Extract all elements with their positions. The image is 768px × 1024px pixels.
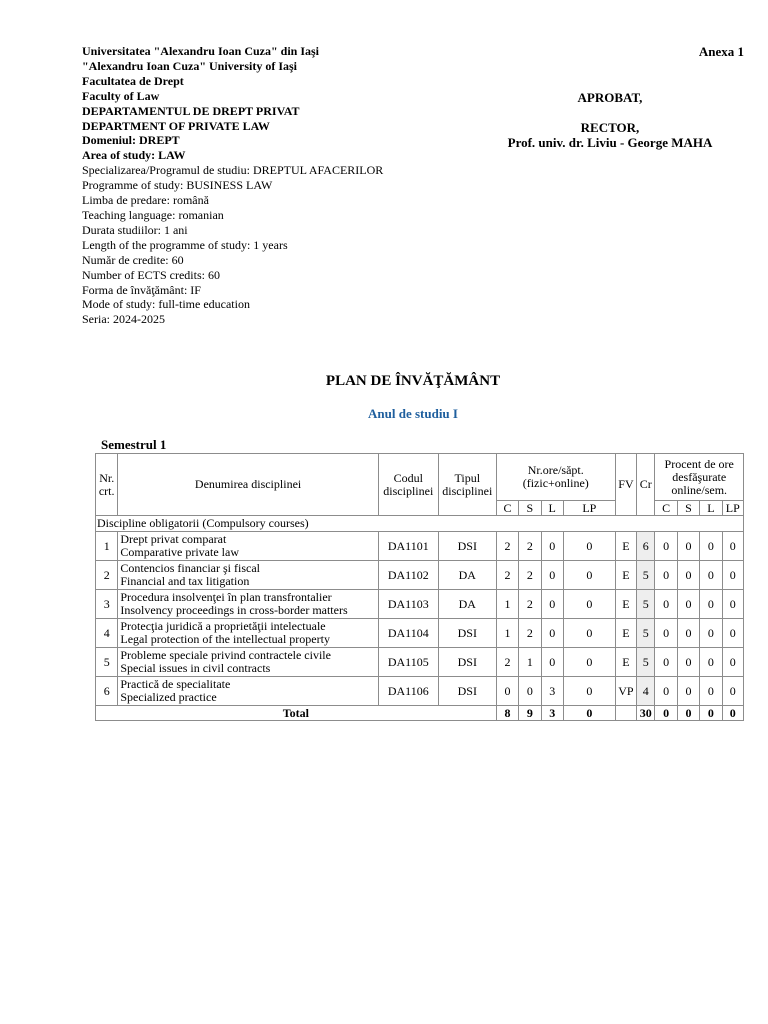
col-header-fv: FV: [615, 454, 636, 516]
hours-l: 0: [541, 648, 563, 677]
hours-c: 2: [496, 648, 518, 677]
course-name-en: Comparative private law: [120, 545, 239, 559]
course-name-ro: Probleme speciale privind contractele civile: [120, 647, 331, 662]
section-compulsory-courses: Discipline obligatorii (Compulsory courses): [96, 516, 744, 532]
hours-lp: 0: [563, 648, 615, 677]
online-percent-l: 0: [700, 532, 722, 561]
evaluation-form: E: [615, 561, 636, 590]
total-hours-lp: 0: [563, 706, 615, 721]
credits: 5: [637, 648, 655, 677]
credits: 5: [637, 590, 655, 619]
course-name: [118, 677, 378, 706]
table-row: [96, 677, 744, 706]
col-header-name: Denumirea disciplinei: [118, 454, 378, 516]
online-percent-lp: 0: [722, 648, 743, 677]
hours-l: 0: [541, 619, 563, 648]
sub-header-percent-s: S: [677, 501, 699, 516]
table-row: [96, 590, 744, 619]
header-line: Durata studiilor: 1 ani: [82, 222, 188, 237]
online-percent-lp: 0: [722, 561, 743, 590]
hours-lp: 0: [563, 561, 615, 590]
total-hours-s: 9: [519, 706, 541, 721]
course-name-ro: Procedura insolvenţei în plan transfrontalier: [120, 589, 332, 604]
course-name-ro: Contencios financiar şi fiscal: [120, 560, 260, 575]
online-percent-s: 0: [677, 590, 699, 619]
online-percent-s: 0: [677, 561, 699, 590]
table-row: [96, 561, 744, 590]
plan-title: PLAN DE ÎNVĂŢĂMÂNT: [325, 373, 501, 389]
course-name-en: Specialized practice: [120, 690, 217, 704]
hours-l: 0: [541, 590, 563, 619]
course-name-en: Insolvency proceedings in cross-border matters: [120, 603, 348, 617]
hours-s: 1: [519, 648, 541, 677]
col-header-nr: Nr. crt.: [96, 454, 118, 516]
hours-lp: 0: [563, 590, 615, 619]
online-percent-l: 0: [700, 619, 722, 648]
online-percent-c: 0: [655, 648, 677, 677]
evaluation-form: E: [615, 619, 636, 648]
col-header-type: Tipul disciplinei: [438, 454, 496, 516]
course-name: [118, 532, 378, 561]
online-percent-s: 0: [677, 619, 699, 648]
hours-s: 2: [519, 561, 541, 590]
hours-l: 0: [541, 561, 563, 590]
online-percent-s: 0: [677, 677, 699, 706]
total-row: [96, 706, 744, 721]
evaluation-form: E: [615, 590, 636, 619]
course-type: DSI: [438, 619, 496, 648]
evaluation-form: E: [615, 532, 636, 561]
course-name-en: Financial and tax litigation: [120, 574, 250, 588]
hours-c: 1: [496, 590, 518, 619]
hours-c: 2: [496, 532, 518, 561]
row-nr: 1: [96, 532, 118, 561]
credits: 4: [637, 677, 655, 706]
credits: 5: [637, 561, 655, 590]
curriculum-table: [95, 453, 744, 721]
header-line: Programme of study: BUSINESS LAW: [82, 178, 273, 193]
institution-header: [82, 44, 502, 327]
header-line: "Alexandru Ioan Cuza" University of Iaşi: [82, 58, 298, 73]
course-name: [118, 590, 378, 619]
header-line: DEPARTMENT OF PRIVATE LAW: [82, 118, 270, 133]
rector-label: RECTOR,: [580, 120, 640, 135]
online-percent-lp: 0: [722, 619, 743, 648]
course-code: DA1105: [378, 648, 438, 677]
header-line: Facultatea de Drept: [82, 73, 184, 88]
credits: 5: [637, 619, 655, 648]
header-line: Number of ECTS credits: 60: [82, 267, 220, 282]
course-type: DSI: [438, 532, 496, 561]
sub-header-hours-c: C: [496, 501, 518, 516]
row-nr: 6: [96, 677, 118, 706]
total-percent-l: 0: [700, 706, 722, 721]
evaluation-form: E: [615, 648, 636, 677]
course-name-ro: Practică de specialitate: [120, 676, 231, 691]
sub-header-percent-lp: LP: [722, 501, 743, 516]
col-header-hours: Nr.ore/săpt. (fizic+online): [496, 454, 615, 501]
total-fv: [615, 706, 636, 721]
hours-s: 0: [519, 677, 541, 706]
total-label: Total: [96, 706, 497, 721]
course-type: DSI: [438, 648, 496, 677]
total-cr: 30: [637, 706, 655, 721]
course-code: DA1103: [378, 590, 438, 619]
row-nr: 4: [96, 619, 118, 648]
course-name: [118, 619, 378, 648]
header-line: Mode of study: full-time education: [82, 297, 250, 312]
hours-lp: 0: [563, 619, 615, 648]
rector-name: Prof. univ. dr. Liviu - George MAHA: [507, 135, 713, 150]
online-percent-lp: 0: [722, 677, 743, 706]
col-header-code: Codul disciplinei: [378, 454, 438, 516]
col-header-percent: Procent de ore desfăşurate online/sem.: [655, 454, 744, 501]
header-line: Forma de învăţământ: IF: [82, 282, 201, 297]
course-code: DA1102: [378, 561, 438, 590]
online-percent-lp: 0: [722, 590, 743, 619]
hours-s: 2: [519, 590, 541, 619]
header-line: DEPARTAMENTUL DE DREPT PRIVAT: [82, 103, 300, 118]
header-line: Universitatea "Alexandru Ioan Cuza" din Iaşi: [82, 44, 320, 58]
online-percent-s: 0: [677, 648, 699, 677]
study-year-heading: Anul de studiu I: [368, 406, 458, 421]
total-hours-l: 3: [541, 706, 563, 721]
course-name-ro: Protecţia juridică a proprietăţii intelectuale: [120, 618, 326, 633]
course-name-en: Special issues in civil contracts: [120, 661, 271, 675]
online-percent-c: 0: [655, 532, 677, 561]
table-row: [96, 648, 744, 677]
sub-header-hours-l: L: [541, 501, 563, 516]
header-line: Teaching language: romanian: [82, 207, 224, 222]
sub-header-hours-s: S: [519, 501, 541, 516]
total-percent-c: 0: [655, 706, 677, 721]
table-row: [96, 619, 744, 648]
course-type: DA: [438, 561, 496, 590]
online-percent-c: 0: [655, 590, 677, 619]
hours-c: 1: [496, 619, 518, 648]
total-percent-lp: 0: [722, 706, 743, 721]
hours-c: 0: [496, 677, 518, 706]
course-type: DSI: [438, 677, 496, 706]
hours-s: 2: [519, 619, 541, 648]
row-nr: 2: [96, 561, 118, 590]
header-line: Seria: 2024-2025: [82, 312, 165, 327]
hours-s: 2: [519, 532, 541, 561]
course-name-en: Legal protection of the intellectual property: [120, 632, 330, 646]
online-percent-l: 0: [700, 648, 722, 677]
header-line: Limba de predare: română: [82, 193, 209, 208]
header-line: Număr de credite: 60: [82, 252, 184, 267]
course-name: [118, 648, 378, 677]
row-nr: 5: [96, 648, 118, 677]
online-percent-s: 0: [677, 532, 699, 561]
annex-label: Anexa 1: [698, 44, 744, 59]
total-hours-c: 8: [496, 706, 518, 721]
course-name: [118, 561, 378, 590]
online-percent-l: 0: [700, 677, 722, 706]
col-header-cr: Cr: [637, 454, 655, 516]
course-name-ro: Drept privat comparat: [120, 531, 227, 546]
hours-lp: 0: [563, 677, 615, 706]
header-line: Specializarea/Programul de studiu: DREPTUL AFACERILOR: [82, 163, 384, 178]
course-type: DA: [438, 590, 496, 619]
header-line: Domeniul: DREPT: [82, 133, 180, 148]
online-percent-lp: 0: [722, 532, 743, 561]
sub-header-percent-l: L: [700, 501, 722, 516]
hours-lp: 0: [563, 532, 615, 561]
sub-header-hours-lp: LP: [563, 501, 615, 516]
evaluation-form: VP: [615, 677, 636, 706]
hours-l: 3: [541, 677, 563, 706]
credits: 6: [637, 532, 655, 561]
semester-heading: Semestrul 1: [101, 437, 167, 452]
total-percent-s: 0: [677, 706, 699, 721]
online-percent-l: 0: [700, 561, 722, 590]
hours-c: 2: [496, 561, 518, 590]
hours-l: 0: [541, 532, 563, 561]
online-percent-c: 0: [655, 677, 677, 706]
row-nr: 3: [96, 590, 118, 619]
course-code: DA1104: [378, 619, 438, 648]
online-percent-c: 0: [655, 561, 677, 590]
header-line: Area of study: LAW: [82, 148, 186, 163]
table-row: [96, 532, 744, 561]
approval-label: APROBAT,: [577, 90, 643, 105]
online-percent-c: 0: [655, 619, 677, 648]
header-line: Length of the programme of study: 1 years: [82, 237, 288, 252]
header-line: Faculty of Law: [82, 88, 160, 103]
online-percent-l: 0: [700, 590, 722, 619]
sub-header-percent-c: C: [655, 501, 677, 516]
course-code: DA1101: [378, 532, 438, 561]
course-code: DA1106: [378, 677, 438, 706]
